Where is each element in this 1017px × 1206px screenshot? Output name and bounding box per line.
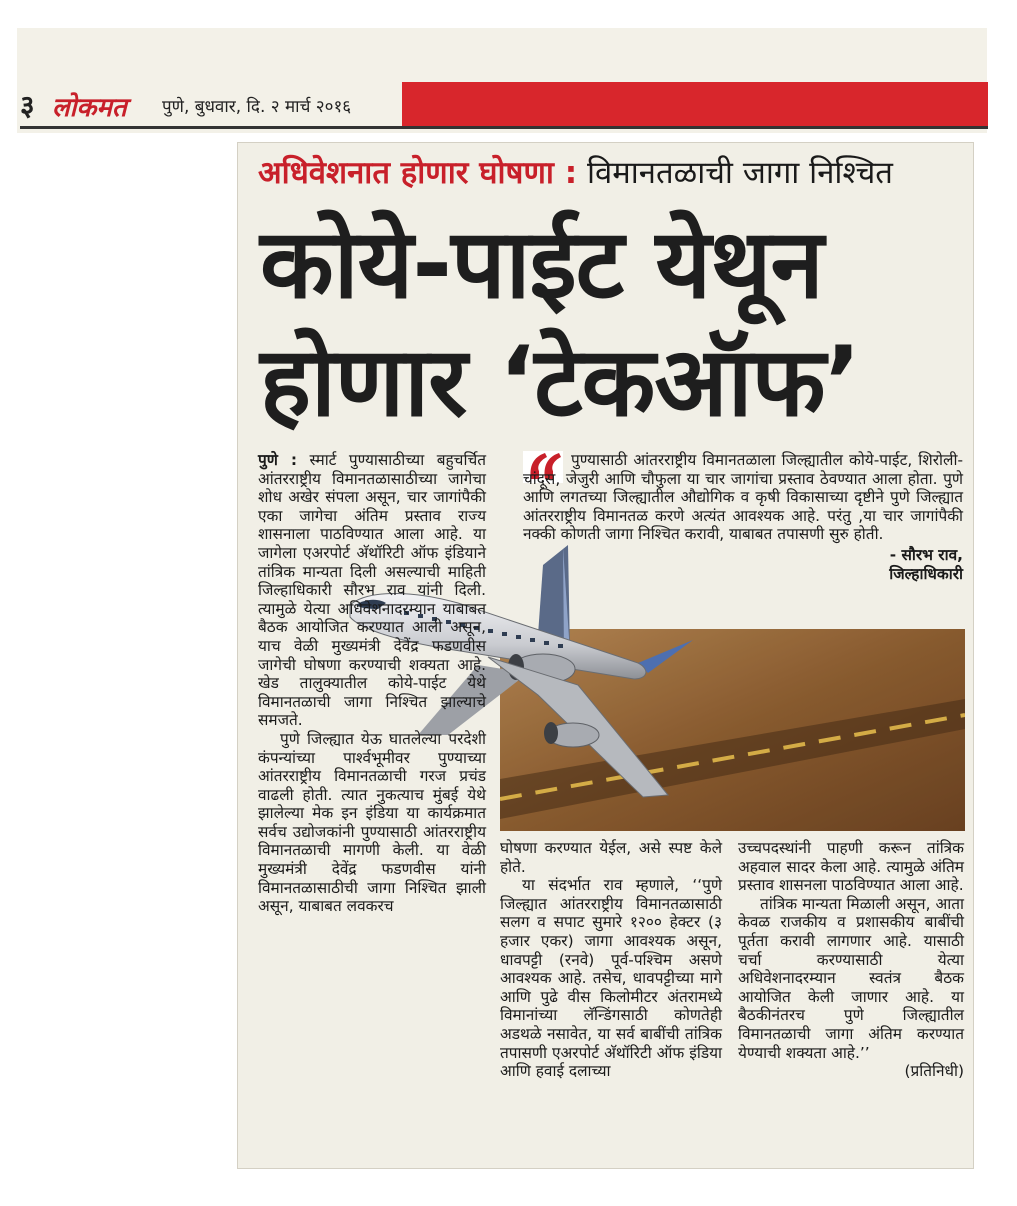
paragraph: पुणे जिल्ह्यात येऊ घातलेल्या परदेशी कंपन्यांच्या पार्श्वभूमीवर पुण्याच्या आंतरराष्ट्रीय विमानतळाची गरज प्रचंड वाढली होती. त्यात नुकत्याच मुंबई येथे झालेल्या मेक इन इंडिया या कार्यक्रमात सर्वच उद्योजकांनी पुण्यासाठी आंतरराष्ट्रीय विमानतळाची मागणी केली. या वेळी मुख्यमंत्री देवेंद्र फडणवीस यांनी विमानतळासाठीची जागा निश्चित झाली असून, याबाबत लवकरच	[258, 729, 486, 916]
pull-quote	[523, 451, 963, 583]
quote-author: - सौरभ राव,	[889, 545, 963, 564]
page-number: ३	[20, 89, 35, 122]
newspaper-logo: लोकमत	[52, 93, 127, 123]
masthead	[20, 82, 988, 128]
article-column-1	[258, 451, 486, 916]
headline-line-1: कोये-पाईट येथून	[260, 208, 823, 320]
headline-line-2: होणार ‘टेकऑफ’	[260, 326, 861, 438]
article-column-3	[738, 839, 964, 1081]
paragraph: उच्चपदस्थांनी पाहणी करून तांत्रिक अहवाल सादर केला आहे. त्यामुळे अंतिम प्रस्ताव शासनला पाठविण्यात आला आहे.	[738, 839, 964, 895]
article-column-2	[500, 839, 722, 1081]
headline	[260, 205, 860, 441]
kicker	[258, 151, 893, 193]
reporter-credit: (प्रतिनिधी)	[904, 1062, 964, 1081]
lead-place: पुणे :	[258, 451, 297, 469]
paragraph: या संदर्भात राव म्हणाले, ‘‘पुणे जिल्ह्यात आंतरराष्ट्रीय विमानतळासाठी सलग व सपाट सुमारे १२०० हेक्टर (३ हजार एकर) जागा आवश्यक असून, धावपट्टी (रनवे) पूर्व-पश्चिम असणे आवश्यक आहे. तसेच, धावपट्टीच्या मागे आणि पुढे वीस किलोमीटर अंतरामध्ये विमानांच्या लॅन्डिंगसाठी कोणतेही अडथळे नसावेत, या सर्व बाबींची तांत्रिक तपासणी एअरपोर्ट अ‍ॅथॉरिटी ऑफ इंडिया आणि हवाई दलाच्या	[500, 876, 722, 1081]
kicker-black: विमानतळाची जागा निश्चित	[586, 155, 893, 191]
paragraph: घोषणा करण्यात येईल, असे स्पष्ट केले होते.	[500, 839, 722, 876]
quote-designation: जिल्हाधिकारी	[889, 564, 963, 583]
news-clipping	[237, 142, 974, 1169]
quote-text: पुण्यासाठी आंतरराष्ट्रीय विमानतळाला जिल्ह्यातील कोये-पाईट, शिरोली-चांदूस, जेजुरी आणि चौफुला या चार जागांचा प्रस्ताव ठेवण्यात आला होता. पुणे आणि लगतच्या जिल्ह्यातील औद्योगिक व कृषी विकासाच्या दृष्टीने पुणे जिल्ह्यात आंतरराष्ट्रीय विमानतळ करणे अत्यंत आवश्यक आहे. परंतु ,या चार जागांपैकी नक्की कोणती जागा निश्चित करावी, याबाबत तपासणी सुरु होती.	[523, 451, 963, 544]
masthead-rule	[20, 126, 988, 129]
kicker-red: अधिवेशनात होणार घोषणा :	[258, 155, 578, 191]
paragraph: तांत्रिक मान्यता मिळाली असून, आता केवळ राजकीय व प्रशासकीय बाबींची पूर्तता करावी लागणार आहे. यासाठी चर्चा करण्यासाठी येत्या अधिवेशनादरम्यान स्वतंत्र बैठक आयोजित केली जाणार आहे. या बैठकीनंतरच पुणे जिल्ह्यातील विमानतळाची जागा अंतिम करण्यात येण्याची शक्यता आहे.’’	[738, 894, 964, 1062]
masthead-red-bar	[402, 82, 988, 126]
dateline: पुणे, बुधवार, दि. २ मार्च २०१६	[162, 97, 352, 117]
paragraph-text: स्मार्ट पुण्यासाठीच्या बहुचर्चित आंतरराष्ट्रीय विमानतळासाठीच्या जागेचा शोध अखेर संपला असून, चार जागांपैकी एका जागेचा अंतिम प्रस्ताव राज्य शासनाला पाठविण्यात आला आहे. या जागेला एअरपोर्ट अ‍ॅथॉरिटी ऑफ इंडियाने तांत्रिक मान्यता दिली असल्याची माहिती जिल्हाधिकारी सौरभ राव यांनी दिली. त्यामुळे येत्या अधिवेशनादरम्यान याबाबत बैठक आयोजित करण्यात आली असून, याच वेळी मुख्यमंत्री देवेंद्र फडणवीस जागेची घोषणा करण्याची शक्यता आहे. खेड तालुक्यातील कोये-पाईट येथे विमानतळाची जागा निश्चित झाल्याचे समजते.	[258, 451, 486, 730]
paragraph	[258, 451, 486, 730]
